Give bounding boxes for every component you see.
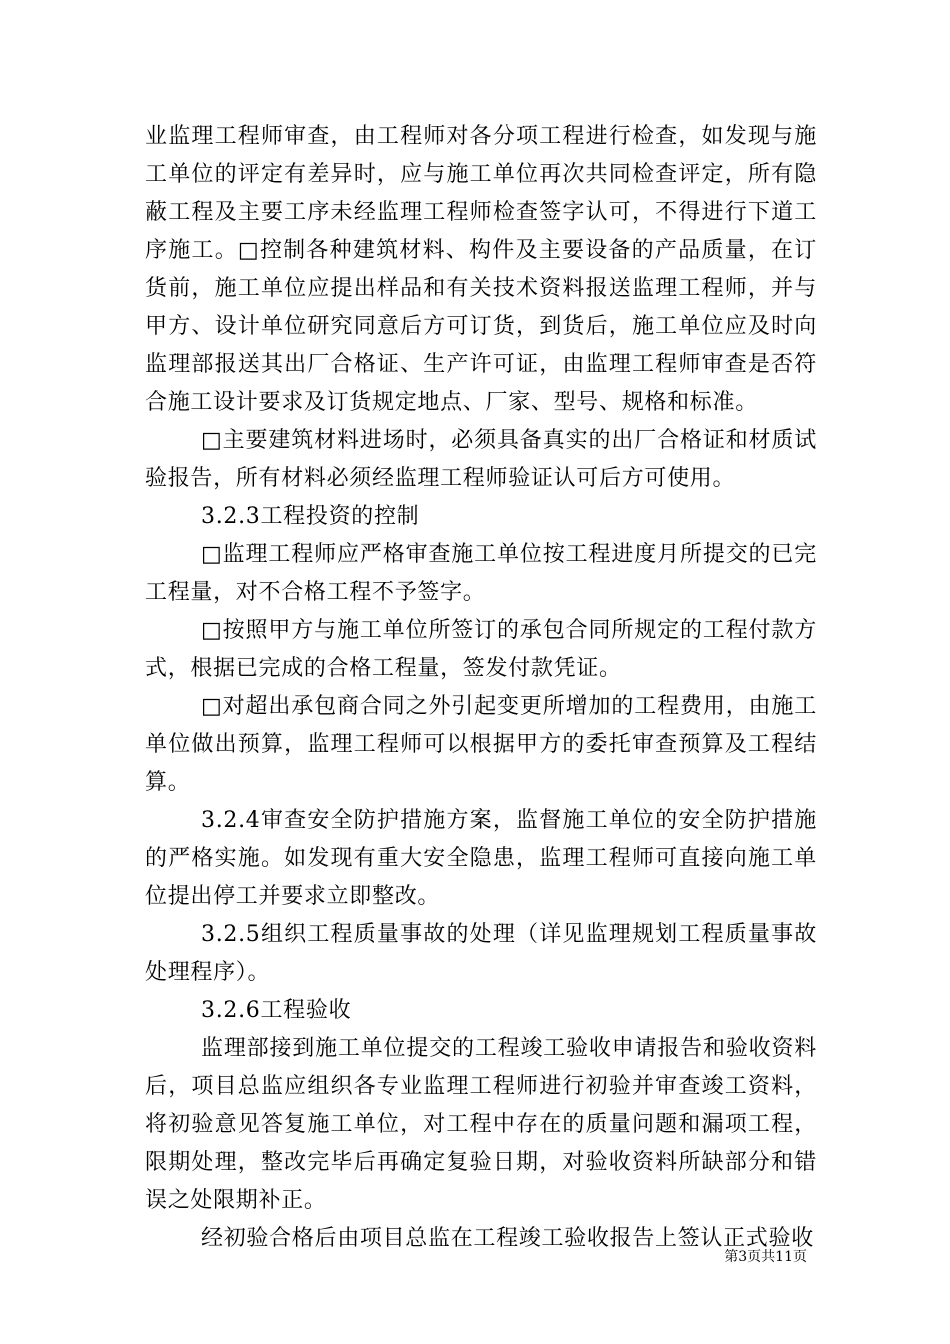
paragraph: 3.2.5组织工程质量事故的处理（详见监理规划工程质量事故处理程序）。 [145,922,817,985]
paragraph: □监理工程师应严格审查施工单位按工程进度月所提交的已完工程量，对不合格工程不予签字。 [145,542,817,605]
section-heading: 3.2.6工程验收 [201,998,352,1023]
paragraph: □主要建筑材料进场时，必须具备真实的出厂合格证和材质试验报告，所有材料必须经监理工程师验证认可后方可使用。 [145,428,817,491]
paragraph: □对超出承包商合同之外引起变更所增加的工程费用，由施工单位做出预算，监理工程师可以根据甲方的委托审查预算及工程结算。 [145,694,817,795]
paragraph: 经初验合格后由项目总监在工程竣工验收报告上签认正式验收 [201,1226,814,1251]
paragraph: □按照甲方与施工单位所签订的承包合同所规定的工程付款方式，根据已完成的合格工程量，签发付款凭证。 [145,618,817,681]
document-body [145,118,817,1258]
paragraph: 3.2.4审查安全防护措施方案，监督施工单位的安全防护措施的严格实施。如发现有重大安全隐患，监理工程师可直接向施工单位提出停工并要求立即整改。 [145,808,817,909]
paragraph: 监理部接到施工单位提交的工程竣工验收申请报告和验收资料后，项目总监应组织各专业监理工程师进行初验并审查竣工资料，将初验意见答复施工单位，对工程中存在的质量问题和漏项工程，限期处理，整改完毕后再确定复验日期，对验收资料所缺部分和错误之处限期补正。 [145,1036,817,1213]
page-number: 第3页共11页 [724,1249,807,1265]
paragraph: 业监理工程师审查，由工程师对各分项工程进行检查，如发现与施工单位的评定有差异时，应与施工单位再次共同检查评定，所有隐蔽工程及主要工序未经监理工程师检查签字认可，不得进行下道工序施工。□控制各种建筑材料、构件及主要设备的产品质量，在订货前，施工单位应提出样品和有关技术资料报送监理工程师，并与甲方、设计单位研究同意后方可订货，到货后，施工单位应及时向监理部报送其出厂合格证、生产许可证，由监理工程师审查是否符合施工设计要求及订货规定地点、厂家、型号、规格和标准。 [145,124,817,415]
section-heading: 3.2.3工程投资的控制 [201,504,420,529]
page-footer [0,1248,950,1266]
